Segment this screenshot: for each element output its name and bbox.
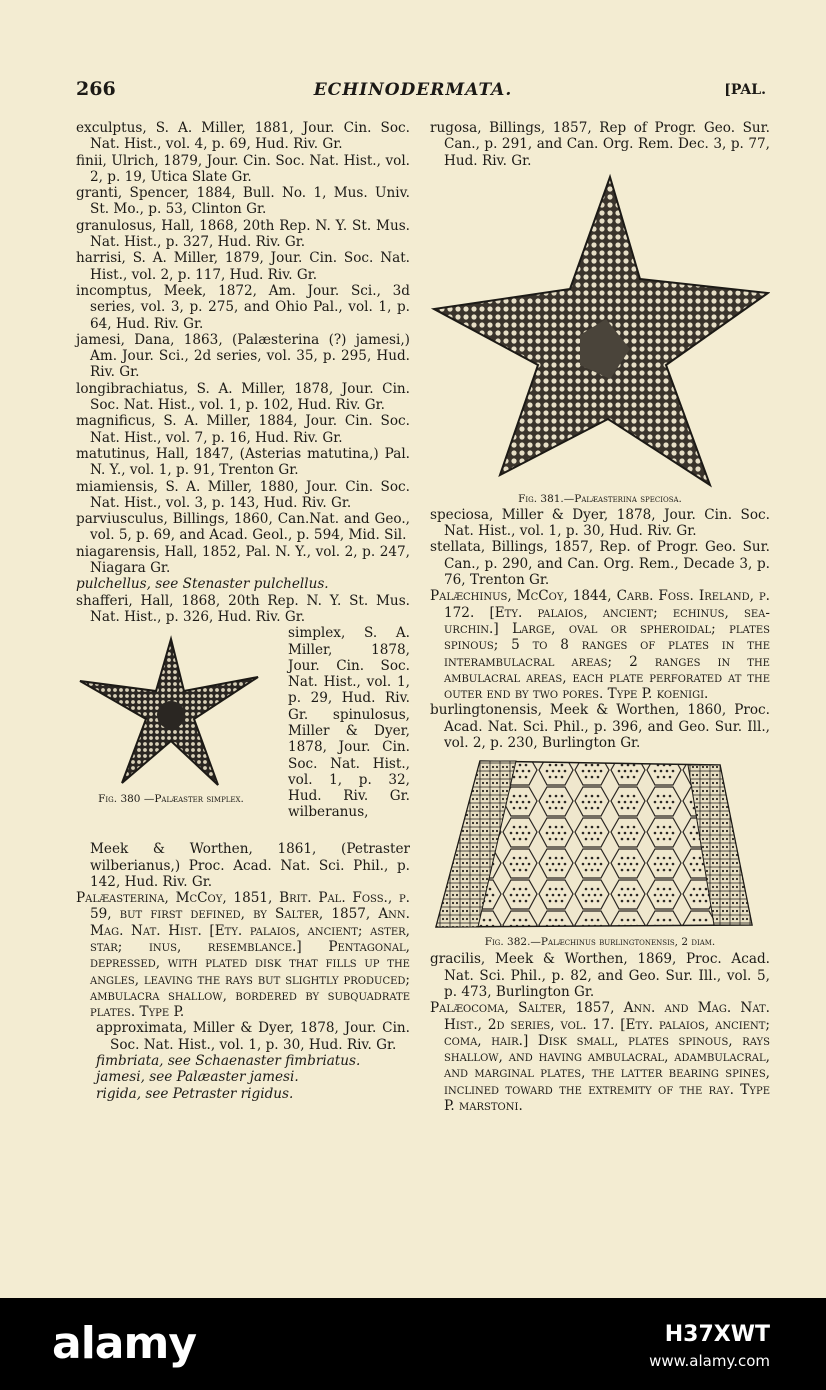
entry: exculptus, S. A. Miller, 1881, Jour. Cin. Soc. Nat. Hist., vol. 4, p. 69, Hud. Riv. Gr. [76,120,410,153]
entry: matutinus, Hall, 1847, (Asterias matutina,) Pal. N. Y., vol. 1, p. 91, Trenton Gr. [76,445,410,479]
genus-entry: Palæchinus, McCoy, 1844, Carb. Foss. Ireland, p. 172. [Ety. palaios, ancient; echinus, sea-urchin.] Large, oval or spheroidal; plates spinous; 5 to 8 ranges of plates in the interambulacral areas; 2 ranges in the ambulacral areas, each plate perforated at the outer end by two pores. Type P. koenigi. [430,588,770,703]
entry: granti, Spencer, 1884, Bull. No. 1, Mus. Univ. St. Mo., p. 53, Clinton Gr. [76,185,410,218]
figure-caption: Fig. 380 —Palæaster simplex. [98,793,244,806]
entry: parviusculus, Billings, 1860, Can.Nat. and Geo., vol. 5, p. 69, and Acad. Geol., p. 594, Mid. Sil. [76,511,410,544]
site-url: www.alamy.com [649,1352,770,1370]
figure-380-block [76,625,410,841]
entry: fimbriata, see Schaenaster fimbriatus. [96,1053,361,1070]
entry: miamiensis, S. A. Miller, 1880, Jour. Cin. Soc. Nat. Hist., vol. 3, p. 143, Hud. Riv. Gr. [76,478,410,511]
entry: niagarensis, Hall, 1852, Pal. N. Y., vol. 2, p. 247, Niagara Gr. [76,543,410,577]
entry: magnificus, S. A. Miller, 1884, Jour. Cin. Soc. Nat. Hist., vol. 7, p. 16, Hud. Riv. Gr. [76,413,410,446]
entry: burlingtonensis, Meek & Worthen, 1860, Proc. Acad. Nat. Sci. Phil., p. 396, and Geo. Sur. Ill., vol. 2, p. 230, Burlington Gr. [430,702,770,752]
entry: incomptus, Meek, 1872, Am. Jour. Sci., 3d series, vol. 3, p. 275, and Ohio Pal., vol. 1, p. 64, Hud. Riv. Gr. [76,282,410,332]
figure-caption: Fig. 382.—Palæchinus burlingtonensis, 2 diam. [484,935,716,948]
entry: longibrachiatus, S. A. Miller, 1878, Jour. Cin. Soc. Nat. Hist., vol. 1, p. 102, Hud. Riv. Gr. [76,380,410,414]
entry: finii, Ulrich, 1879, Jour. Cin. Soc. Nat. Hist., vol. 2, p. 19, Utica Slate Gr. [76,152,410,185]
starfish-illustration [76,633,266,793]
image-id: H37XWT [664,1322,770,1347]
sea-urchin-plates-illustration [430,755,770,931]
entry: rigida, see Petraster rigidus. [96,1085,294,1102]
figure-381 [430,169,770,507]
entry: rugosa, Billings, 1857, Rep of Progr. Geo. Sur. Can., p. 291, and Can. Org. Rem. Dec. 3, p. 77, Hud. Riv. Gr. [430,120,770,169]
entry: harrisi, S. A. Miller, 1879, Jour. Cin. Soc. Nat. Hist., vol. 2, p. 117, Hud. Riv. Gr. [76,250,410,283]
running-title: ECHINODERMATA. [313,80,513,100]
entry: jamesi, Dana, 1863, (Palæsterina (?) jamesi,) Am. Jour. Sci., 2d series, vol. 35, p. 295, Hud. Riv. Gr. [76,331,410,381]
entry: gracilis, Meek & Worthen, 1869, Proc. Acad. Nat. Sci. Phil., p. 82, and Geo. Sur. Ill., vol. 5, p. 473, Burlington Gr. [430,951,770,1000]
page-number: 266 [76,78,116,100]
figure-380 [76,633,266,805]
genus-entry: Palæocoma, Salter, 1857, Ann. and Mag. Nat. Hist., 2d series, vol. 17. [Ety. palaios, ancient; coma, hair.] Disk small, plates spinous, rays shallow, and having ambulacral, adambulacral, and marginal plates, the latter bearing spines, inclined toward the extremity of the ray. Type P. marstoni. [430,1000,770,1115]
entry: approximata, Miller & Dyer, 1878, Jour. Cin. Soc. Nat. Hist., vol. 1, p. 30, Hud. Riv. Gr. [96,1020,410,1053]
starfish-illustration [430,169,770,489]
entry: pulchellus, see Stenaster pulchellus. [76,576,329,593]
entry: stellata, Billings, 1857, Rep. of Progr. Geo. Sur. Can., p. 290, and Can. Org. Rem., Decade 3, p. 76, Trenton Gr. [430,539,770,589]
figure-caption: Fig. 381.—Palæasterina speciosa. [518,493,682,506]
wrapped-entries: simplex, S. A. Miller, 1878, Jour. Cin. Soc. Nat. Hist., vol. 1, p. 29, Hud. Riv. Gr. spinulosus, Miller & Dyer, 1878, Jour. Cin. Soc. Nat. Hist., vol. 1, p. 32, Hud. Riv. Gr. wilberanus, [288,625,410,821]
brand-logo: alamy [52,1318,196,1369]
genus-entry: Palæasterina, McCoy, 1851, Brit. Pal. Foss., p. 59, but first defined, by Salter, 1857, Ann. Mag. Nat. Hist. [Ety. palaios, ancient; aster, star; inus, resemblance.] Pentagonal, depressed, with plated disk that fills up the angles, leaving the rays but slightly produced; ambulacra shallow, bordered by subquadrate plates. Type P. [76,890,410,1021]
entry: Meek & Worthen, 1861, (Petraster wilberianus,) Proc. Acad. Nat. Sci. Phil., p. 142, Hud. Riv. Gr. [90,841,410,890]
entry: shafferi, Hall, 1868, 20th Rep. N. Y. St. Mus. Nat. Hist., p. 326, Hud. Riv. Gr. [76,592,410,625]
left-column [76,120,410,1102]
figure-382 [430,755,770,951]
entry: granulosus, Hall, 1868, 20th Rep. N. Y. St. Mus. Nat. Hist., p. 327, Hud. Riv. Gr. [76,217,410,251]
right-column [430,120,770,1114]
entry: jamesi, see Palæaster jamesi. [96,1069,299,1086]
entry: speciosa, Miller & Dyer, 1878, Jour. Cin. Soc. Nat. Hist., vol. 1, p. 30, Hud. Riv. Gr. [430,506,770,540]
section-marker: [PAL. [724,82,766,98]
